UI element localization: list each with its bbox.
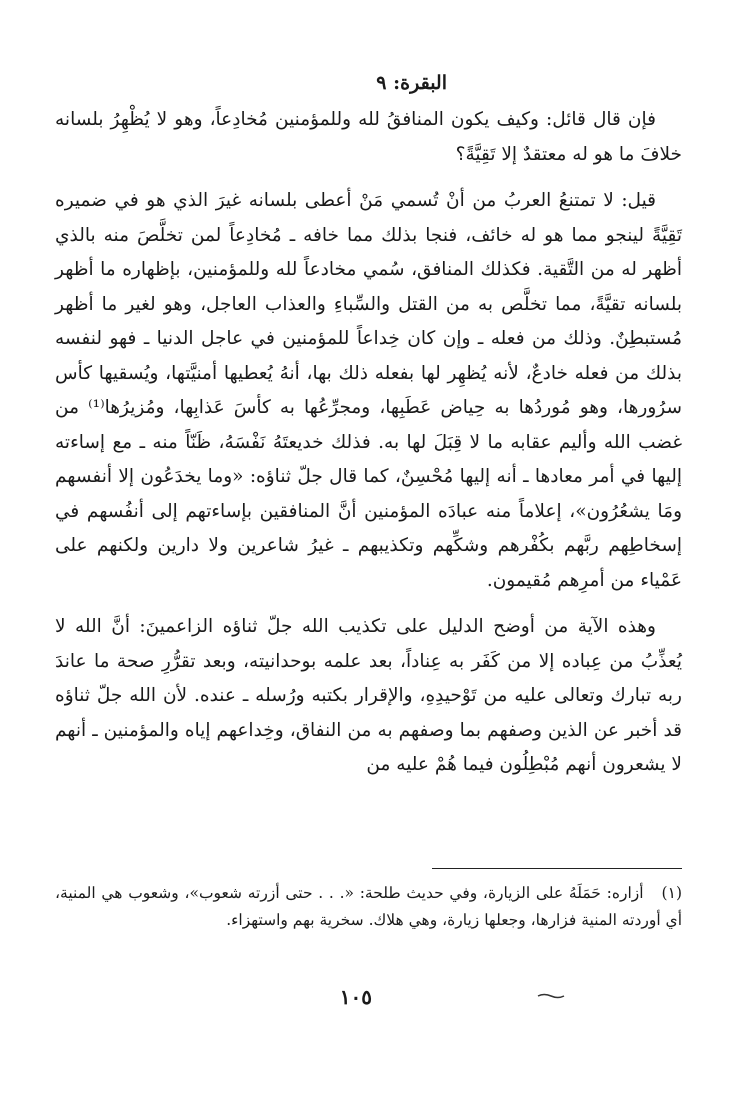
- footnote-separator: [432, 868, 682, 869]
- paragraph-question: فإن قال قائل: وكيف يكون المنافقُ لله وللمؤمنين مُخادِعاً، وهو لا يُظْهِرُ بلسانه خلافَ ما هو له معتقدٌ إلا تَقِيَّةً؟: [55, 109, 682, 165]
- footnote-text: أزاره: حَمَلَهُ على الزيارة، وفي حديث طلحة: «. . . حتى أزرته شعوب»، وشعوب هي المنية، أي أوردته المنية فزارها، وجعلها زيارة، وهي هلاك. سخرية بهم واستهزاء.: [55, 884, 682, 929]
- running-head: البقرة: ٩: [376, 72, 447, 94]
- main-text: [55, 103, 682, 795]
- footnote-marker: (١): [661, 884, 682, 902]
- ornament-icon: [537, 993, 565, 999]
- page-number: ١٠٥: [339, 985, 372, 1009]
- book-page: [55, 0, 682, 1097]
- footnote: [55, 880, 682, 934]
- paragraph-answer: قيل: لا تمتنعُ العربُ من أنْ تُسمي مَنْ أعطى بلسانه غيرَ الذي هو في ضميره تَقِيَّةً لينجو مما هو له خائف، فنجا بذلك مما خافه ـ مُخادِعاً لمن تخلَّصَ منه بالذي أظهر له من التَّقية. فكذلك المنافق، سُمي مخادعاً لله وللمؤمنين، بإظهاره ما أظهر بلسانه تقيَّةً، مما تخلَّص به من القتل والسِّباءِ والعذاب العاجل، وهو لغير ما أظهر مُستبطِنٌ. وذلك من فعله ـ وإن كان خِداعاً للمؤمنين في عاجل الدنيا ـ فهو لنفسه بذلك من فعله خادعٌ، لأنه يُظهِر لها بفعله ذلك بها، أنهُ يُعطيها أمنيَّتها، ويُسقيها كأس سرُورها، وهو مُوردُها به حِياض عَطَبِها، ومجرِّعُها به كأسَ عَذابِها، ومُزيرُها⁽¹⁾ من غضب الله وأليم عقابه ما لا قِبَلَ لها به. فذلك خديعتَهُ نَفْسَهُ، ظَنّاً منه ـ مع إساءته إليها في أمر معادها ـ أنه إليها مُحْسِنٌ، كما قال جلّ ثناؤه: «وما يخدَعُون إلا أنفسهم ومَا يشعُرُون»، إعلاماً منه عبادَه المؤمنين أنَّ المنافقين بإساءتهم إلى أنفُسهم في إسخاطِهم ربَّهم بكُفْرهم وشكِّهم وتكذيبهم ـ غيرُ شاعرين ولا دارين ولكنهم على عَمْياء من أمرِهم مُقيمون.: [55, 190, 683, 591]
- paragraph-evidence: وهذه الآية من أوضح الدليل على تكذيب الله جلّ ثناؤه الزاعمينَ: أنَّ الله لا يُعذِّبُ من عِباده إلا من كَفَر به عِناداً، بعد علمه بوحدانيته، وبعد تقرُّرِ صحة ما عاندَ ربه تبارك وتعالى عليه من تَوْحيدِهِ، والإقرار بكتبه ورُسله ـ عنده. لأن الله جلّ ثناؤه قد أخبر عن الذين وصفهم بما وصفهم به من النفاق، وخِداعهم إياه والمؤمنين ـ أنهم لا يشعرون أنهم مُبْطِلُون فيما هُمْ عليه من: [55, 616, 682, 775]
